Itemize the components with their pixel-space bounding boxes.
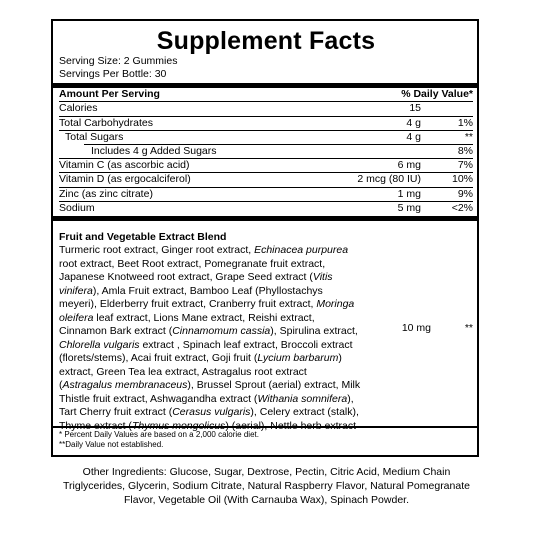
latin-name: Echinacea purpurea bbox=[254, 244, 349, 257]
latin-name: Vitis vinifera bbox=[59, 271, 333, 297]
latin-name: Astragalus membranaceus bbox=[62, 379, 188, 392]
blend-daily-value: ** bbox=[464, 321, 473, 334]
blend-ingredients bbox=[59, 244, 361, 433]
panel-title: Supplement Facts bbox=[156, 27, 376, 55]
latin-name: Withania somnifera bbox=[257, 392, 348, 405]
nutrient-row-total-sugars: Total Sugars 4 g ** bbox=[59, 131, 473, 144]
blend-heading: Fruit and Vegetable Extract Blend bbox=[59, 230, 227, 243]
blend-segment: ), Celery extract (stalk), bbox=[250, 406, 359, 419]
bottom-divider bbox=[53, 426, 477, 428]
blend-segment: ), Spirulina extract, bbox=[270, 325, 358, 338]
table-header bbox=[59, 88, 473, 102]
blend-amount: 10 mg bbox=[401, 321, 431, 334]
nutrient-row-sodium: Sodium 5 mg <2% bbox=[59, 202, 473, 215]
footnote-not-established: **Daily Value not established. bbox=[59, 440, 164, 449]
thick-divider-2 bbox=[53, 216, 477, 221]
header-daily-value: % Daily Value* bbox=[401, 88, 473, 100]
nutrient-row-vitamin-d: Vitamin D (as ergocalciferol) 2 mcg (80 IU) 10% bbox=[59, 173, 473, 187]
blend-text bbox=[59, 231, 361, 434]
blend-segment: ) extract, Green Tea lea extract, Astragalus root extract ( bbox=[59, 352, 342, 392]
nutrient-row-calories: Calories 15 bbox=[59, 102, 473, 116]
latin-name: Cerasus vulgaris bbox=[172, 406, 251, 419]
blend-segment: leaf extract, Lions Mane extract, Reishi extract, Cinnamon Bark extract ( bbox=[59, 311, 315, 338]
serving-size: Serving Size: 2 Gummies bbox=[59, 55, 178, 67]
servings-per-bottle: Servings Per Bottle: 30 bbox=[59, 68, 167, 80]
nutrient-row-zinc: Zinc (as zinc citrate) 1 mg 9% bbox=[59, 188, 473, 202]
extract-blend bbox=[59, 231, 473, 434]
latin-name: Lycium barbarum bbox=[257, 352, 339, 365]
blend-segment: ), Tart Cherry fruit extract ( bbox=[59, 392, 354, 419]
supplement-facts-panel bbox=[51, 19, 479, 457]
footnote-daily-values: * Percent Daily Values are based on a 2,000 calorie diet. bbox=[59, 430, 259, 439]
blend-segment: extract , Spinach leaf extract, Broccoli extract (florets/stems), Acai fruit extract, Goji fruit ( bbox=[59, 338, 353, 365]
header-amount: Amount Per Serving bbox=[59, 88, 160, 100]
latin-name: Cinnamomum cassia bbox=[172, 325, 271, 338]
blend-segment: ), Amla Fruit extract, Bamboo Leaf (Phyllostachys meyeri), Elderberry fruit extract, Cranberry fruit extract, bbox=[59, 284, 323, 311]
other-ingredients: Other Ingredients: Glucose, Sugar, Dextrose, Pectin, Citric Acid, Medium Chain Triglycerides, Glycerin, Sodium Citrate, Natural Raspberry Flavor, Natural Pomegranate Flavor, Vegetable Oil (With Carnauba Wax), Spinach Powder. bbox=[63, 466, 470, 506]
nutrient-row-added-sugars: Includes 4 g Added Sugars 8% bbox=[59, 145, 473, 159]
latin-name: Chlorella vulgaris bbox=[59, 338, 140, 351]
latin-name: Moringa oleifera bbox=[59, 298, 355, 324]
blend-segment: root extract, Beet Root extract, Pomegranate fruit extract, Japanese Knotweed root extract, Grape Seed extract ( bbox=[59, 257, 326, 284]
nutrient-row-vitamin-c: Vitamin C (as ascorbic acid) 6 mg 7% bbox=[59, 159, 473, 173]
nutrient-row-carbohydrates: Total Carbohydrates 4 g 1% bbox=[59, 117, 473, 131]
blend-segment: ), Brussel Sprout (aerial) extract, Milk Thistle fruit extract, Ashwagandha extract ( bbox=[59, 379, 361, 405]
blend-segment: Turmeric root extract, Ginger root extract, bbox=[59, 244, 255, 257]
